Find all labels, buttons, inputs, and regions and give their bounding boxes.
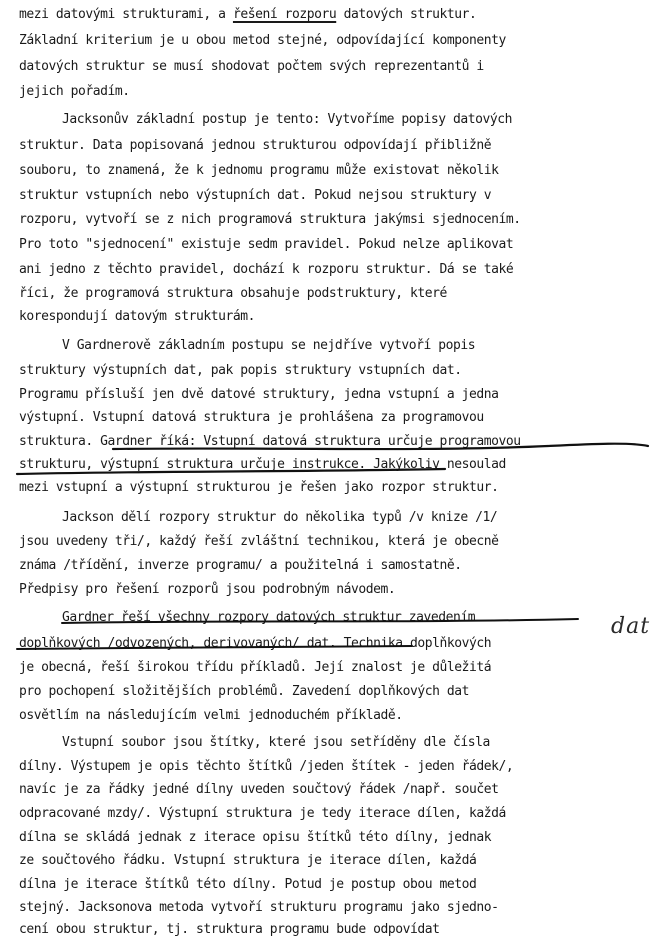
text-line: navíc je za řádky jedné dílny uveden součtový řádek /např. součet <box>19 782 499 797</box>
underlined-phrase: řešení rozporu <box>232 7 337 22</box>
text-line: rozporu, vytvoří se z nich programová struktura jakýmsi sjednocením. <box>19 212 521 227</box>
text-line: Vstupní soubor jsou štítky, které jsou setříděny dle čísla <box>62 735 490 750</box>
text-line: Jacksonův základní postup je tento: Vytvoříme popisy datových <box>62 112 512 127</box>
text-line: souboru, to znamená, že k jednomu programu může existovat několik <box>19 163 499 178</box>
text-line: cení obou struktur, tj. struktura programu bude odpovídat <box>19 922 440 937</box>
underlined-phrase: strukturu, výstupní struktura určuje instrukce. <box>19 457 366 472</box>
text-line: V Gardnerově základním postupu se nejdříve vytvoří popis <box>62 338 476 353</box>
text-line: odpracované mzdy/. Výstupní struktura je tedy iterace dílen, každá <box>19 806 506 821</box>
text-line: říci, že programová struktura obsahuje podstruktury, které <box>19 286 447 301</box>
text-line: Jackson dělí rozpory struktur do několika typů /v knize /1/ <box>62 510 498 525</box>
text-line: ani jedno z těchto pravidel, dochází k rozporu struktur. Dá se také <box>19 262 514 277</box>
text-line: struktur vstupních nebo výstupních dat. Pokud nejsou struktury v <box>19 188 492 203</box>
text-span: mezi datovými strukturami, a <box>19 7 233 22</box>
text-line: pro pochopení složitějších problémů. Zavedení doplňkových dat <box>19 684 469 699</box>
text-line: jsou uvedeny tři/, každý řeší zvláštní technikou, která je obecně <box>19 534 499 549</box>
text-span: datových struktur. <box>336 7 477 22</box>
text-line: je obecná, řeší širokou třídu příkladů. Její znalost je důležitá <box>19 660 492 675</box>
text-span: struktura. <box>19 434 101 449</box>
text-line: známa /třídění, inverze programu/ a použitelná i samostatně. <box>19 558 462 573</box>
text-span: Technika doplňkových <box>336 636 492 651</box>
text-line: datových struktur se musí shodovat počtem svých reprezentantů i <box>19 59 484 74</box>
text-line: dílny. Výstupem je opis těchto štítků /jeden štítek - jeden řádek/, <box>19 759 514 774</box>
text-line: jejich pořadím. <box>19 84 130 99</box>
text-line: Pro toto "sjednocení" existuje sedm pravidel. Pokud nelze aplikovat <box>19 237 514 252</box>
text-line: korespondují datovým strukturám. <box>19 309 256 324</box>
text-line <box>19 7 476 23</box>
text-line <box>62 610 475 626</box>
text-line: struktury výstupních dat, pak popis struktury vstupních dat. <box>19 363 462 378</box>
text-line <box>19 636 491 652</box>
text-line: Předpisy pro řešení rozporů jsou podrobným návodem. <box>19 582 396 597</box>
text-line: mezi vstupní a výstupní strukturou je řešen jako rozpor struktur. <box>19 480 499 495</box>
text-line: dílna se skládá jednak z iterace opisu štítků této dílny, jednak <box>19 830 492 845</box>
text-line <box>19 457 506 473</box>
underlined-phrase: Gardner říká: Vstupní datová struktura určuje programovou <box>100 434 521 449</box>
text-line: dílna je iterace štítků této dílny. Potud je postup obou metod <box>19 877 477 892</box>
text-line: osvětlím na následujícím velmi jednoduchém příkladě. <box>19 708 403 723</box>
text-line <box>19 434 521 450</box>
text-line: Základní kriterium je u obou metod stejné, odpovídající komponenty <box>19 33 506 48</box>
underlined-phrase: Gardner řeší všechny rozpory datových struktur zavedením <box>62 610 476 625</box>
handwritten-margin-note: dat <box>611 614 651 639</box>
text-span: Jakýkoliv nesoulad <box>365 457 506 472</box>
text-line: stejný. Jacksonova metoda vytvoří strukturu programu jako sjedno- <box>19 900 499 915</box>
text-line: ze součtového řádku. Vstupní struktura je iterace dílen, každá <box>19 853 477 868</box>
underlined-phrase: doplňkových /odvozených, derivovaných/ dat. <box>19 636 337 651</box>
text-line: struktur. Data popisovaná jednou strukturou odpovídají přibližně <box>19 138 492 153</box>
text-line: Programu přísluší jen dvě datové struktury, jedna vstupní a jedna <box>19 387 499 402</box>
text-line: výstupní. Vstupní datová struktura je prohlášena za programovou <box>19 410 484 425</box>
